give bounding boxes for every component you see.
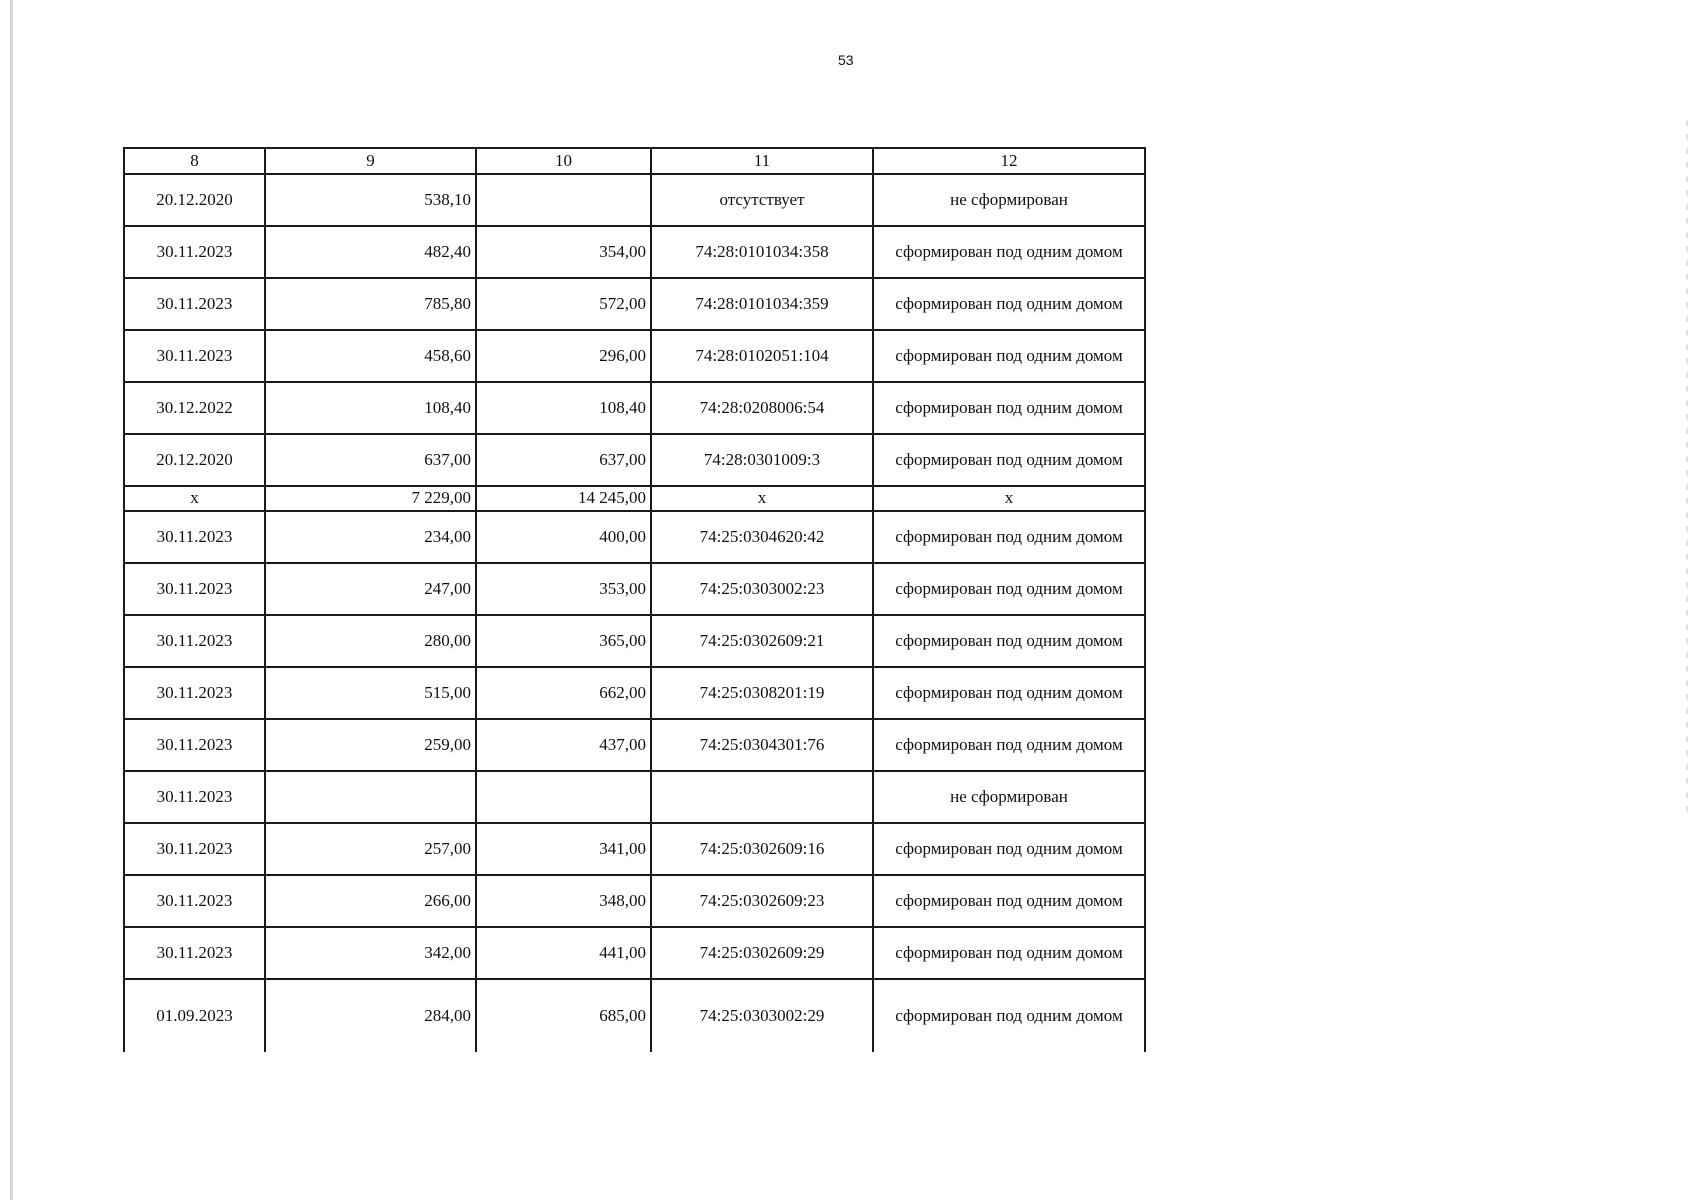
land-status-cell: сформирован под одним домом xyxy=(873,875,1145,927)
land-area-cell xyxy=(476,771,651,823)
land-status-cell: сформирован под одним домом xyxy=(873,823,1145,875)
cadastral-number-cell xyxy=(651,771,873,823)
cadastral-number-cell: 74:25:0302609:21 xyxy=(651,615,873,667)
land-status-cell: сформирован под одним домом xyxy=(873,330,1145,382)
cadastral-number-cell: 74:25:0303002:23 xyxy=(651,563,873,615)
area-cell: 108,40 xyxy=(265,382,476,434)
table-row xyxy=(124,226,1145,278)
cadastral-number-cell: 74:25:0302609:23 xyxy=(651,875,873,927)
page-number: 53 xyxy=(838,52,854,68)
area-cell: 259,00 xyxy=(265,719,476,771)
cadastral-number-cell: 74:25:0302609:16 xyxy=(651,823,873,875)
cadastral-number-cell: 74:25:0308201:19 xyxy=(651,667,873,719)
land-area-cell: 441,00 xyxy=(476,927,651,979)
area-cell: 7 229,00 xyxy=(265,486,476,511)
land-area-cell: 341,00 xyxy=(476,823,651,875)
date-cell: 30.11.2023 xyxy=(124,226,265,278)
cadastral-number-cell: x xyxy=(651,486,873,511)
table-row xyxy=(124,278,1145,330)
date-cell: 30.11.2023 xyxy=(124,719,265,771)
table-row xyxy=(124,615,1145,667)
land-area-cell: 437,00 xyxy=(476,719,651,771)
table-row xyxy=(124,771,1145,823)
table-row xyxy=(124,823,1145,875)
area-cell: 637,00 xyxy=(265,434,476,486)
column-number: 9 xyxy=(265,148,476,174)
date-cell: 20.12.2020 xyxy=(124,174,265,226)
table-row xyxy=(124,563,1145,615)
land-status-cell: сформирован под одним домом xyxy=(873,719,1145,771)
table-row xyxy=(124,511,1145,563)
cadastral-number-cell: 74:25:0302609:29 xyxy=(651,927,873,979)
column-number: 10 xyxy=(476,148,651,174)
cadastral-number-cell: 74:28:0101034:358 xyxy=(651,226,873,278)
date-cell: 30.11.2023 xyxy=(124,667,265,719)
table-row xyxy=(124,719,1145,771)
land-area-cell: 637,00 xyxy=(476,434,651,486)
land-area-cell: 353,00 xyxy=(476,563,651,615)
column-number: 11 xyxy=(651,148,873,174)
cadastral-number-cell: 74:25:0304620:42 xyxy=(651,511,873,563)
area-cell: 342,00 xyxy=(265,927,476,979)
area-cell: 515,00 xyxy=(265,667,476,719)
date-cell: 30.11.2023 xyxy=(124,330,265,382)
land-status-cell: сформирован под одним домом xyxy=(873,979,1145,1052)
date-cell: 30.11.2023 xyxy=(124,771,265,823)
area-cell: 458,60 xyxy=(265,330,476,382)
area-cell: 280,00 xyxy=(265,615,476,667)
cadastral-number-cell: 74:28:0301009:3 xyxy=(651,434,873,486)
date-cell: 30.11.2023 xyxy=(124,875,265,927)
land-status-cell: сформирован под одним домом xyxy=(873,563,1145,615)
area-cell: 482,40 xyxy=(265,226,476,278)
land-area-cell xyxy=(476,174,651,226)
date-cell: 20.12.2020 xyxy=(124,434,265,486)
date-cell: 30.11.2023 xyxy=(124,927,265,979)
land-status-cell: сформирован под одним домом xyxy=(873,226,1145,278)
land-status-cell: сформирован под одним домом xyxy=(873,434,1145,486)
cadastral-number-cell: 74:28:0102051:104 xyxy=(651,330,873,382)
land-area-cell: 365,00 xyxy=(476,615,651,667)
area-cell: 266,00 xyxy=(265,875,476,927)
date-cell: 30.11.2023 xyxy=(124,615,265,667)
land-status-cell: не сформирован xyxy=(873,174,1145,226)
cadastral-number-cell: отсутствует xyxy=(651,174,873,226)
area-cell: 284,00 xyxy=(265,979,476,1052)
table-row xyxy=(124,434,1145,486)
land-status-cell: не сформирован xyxy=(873,771,1145,823)
cadastral-number-cell: 74:28:0101034:359 xyxy=(651,278,873,330)
table-row xyxy=(124,667,1145,719)
date-cell: x xyxy=(124,486,265,511)
table-row xyxy=(124,979,1145,1052)
cadastral-number-cell: 74:25:0303002:29 xyxy=(651,979,873,1052)
land-area-cell: 400,00 xyxy=(476,511,651,563)
cadastral-number-cell: 74:25:0304301:76 xyxy=(651,719,873,771)
land-status-cell: сформирован под одним домом xyxy=(873,667,1145,719)
land-area-cell: 572,00 xyxy=(476,278,651,330)
land-area-cell: 348,00 xyxy=(476,875,651,927)
land-area-cell: 354,00 xyxy=(476,226,651,278)
area-cell: 785,80 xyxy=(265,278,476,330)
land-status-cell: сформирован под одним домом xyxy=(873,615,1145,667)
land-area-cell: 685,00 xyxy=(476,979,651,1052)
area-cell: 234,00 xyxy=(265,511,476,563)
land-area-cell: 662,00 xyxy=(476,667,651,719)
scan-edge-left xyxy=(10,0,13,1200)
register-table xyxy=(123,147,1146,1052)
column-number: 12 xyxy=(873,148,1145,174)
register-table-body xyxy=(124,148,1145,1052)
date-cell: 30.11.2023 xyxy=(124,563,265,615)
land-status-cell: сформирован под одним домом xyxy=(873,278,1145,330)
area-cell: 538,10 xyxy=(265,174,476,226)
area-cell: 257,00 xyxy=(265,823,476,875)
land-status-cell: сформирован под одним домом xyxy=(873,511,1145,563)
table-row xyxy=(124,382,1145,434)
land-status-cell: сформирован под одним домом xyxy=(873,382,1145,434)
land-status-cell: x xyxy=(873,486,1145,511)
cadastral-number-cell: 74:28:0208006:54 xyxy=(651,382,873,434)
table-row xyxy=(124,875,1145,927)
date-cell: 30.11.2023 xyxy=(124,823,265,875)
scan-edge-right xyxy=(1686,120,1688,820)
subtotal-row xyxy=(124,486,1145,511)
table-row xyxy=(124,927,1145,979)
area-cell: 247,00 xyxy=(265,563,476,615)
table-row xyxy=(124,174,1145,226)
column-number: 8 xyxy=(124,148,265,174)
column-number-row xyxy=(124,148,1145,174)
table-row xyxy=(124,330,1145,382)
date-cell: 30.11.2023 xyxy=(124,511,265,563)
date-cell: 30.11.2023 xyxy=(124,278,265,330)
date-cell: 01.09.2023 xyxy=(124,979,265,1052)
land-status-cell: сформирован под одним домом xyxy=(873,927,1145,979)
date-cell: 30.12.2022 xyxy=(124,382,265,434)
land-area-cell: 14 245,00 xyxy=(476,486,651,511)
land-area-cell: 108,40 xyxy=(476,382,651,434)
area-cell xyxy=(265,771,476,823)
land-area-cell: 296,00 xyxy=(476,330,651,382)
